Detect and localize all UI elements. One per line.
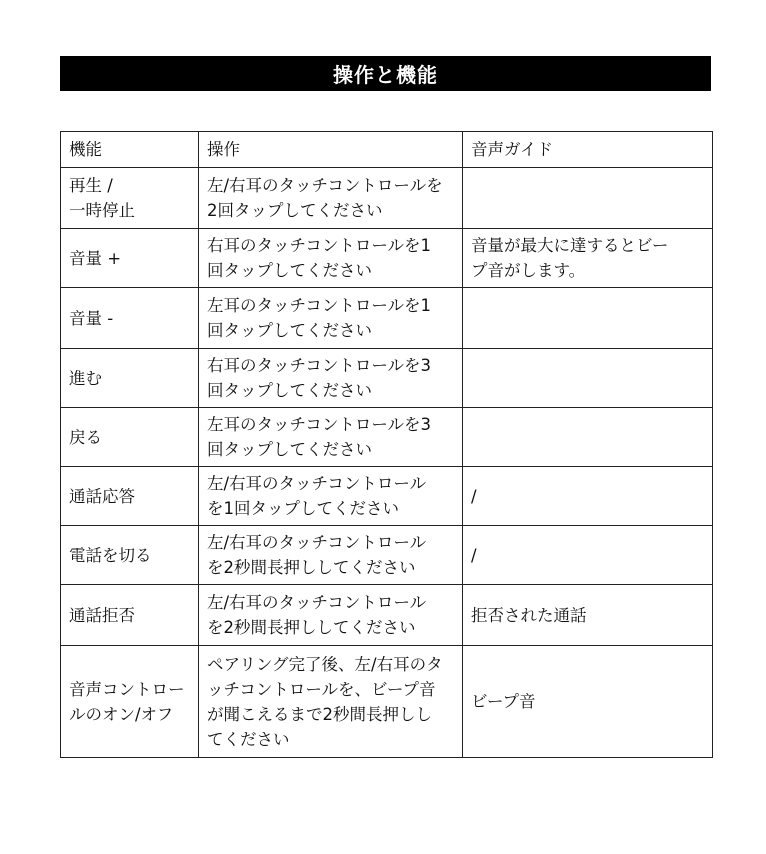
function-cell: 通話応答: [61, 467, 199, 526]
table-row: [61, 467, 713, 526]
voice-guide-cell: [463, 168, 713, 229]
header-function: 機能: [61, 132, 199, 168]
function-cell: 音量 -: [61, 288, 199, 349]
table-body: [61, 168, 713, 758]
operation-cell: ペアリング完了後、左/右耳のタ ッチコントロールを、ビープ音 が聞こえるまで2秒間長押しし てください: [199, 646, 463, 758]
operation-cell: 右耳のタッチコントロールを1 回タップしてください: [199, 229, 463, 288]
table-row: [61, 349, 713, 408]
function-cell: 進む: [61, 349, 199, 408]
operations-table: [60, 131, 713, 758]
function-cell: 戻る: [61, 408, 199, 467]
operation-cell: 右耳のタッチコントロールを3 回タップしてください: [199, 349, 463, 408]
voice-guide-cell: [463, 349, 713, 408]
voice-guide-cell: [463, 288, 713, 349]
table-row: [61, 646, 713, 758]
function-cell: 音声コントロー ルのオン/オフ: [61, 646, 199, 758]
page-title: 操作と機能: [60, 56, 711, 91]
function-cell: 電話を切る: [61, 526, 199, 585]
voice-guide-cell: /: [463, 526, 713, 585]
table-row: [61, 229, 713, 288]
operation-cell: 左/右耳のタッチコントロール を2秒間長押ししてください: [199, 585, 463, 646]
table-row: [61, 288, 713, 349]
header-operation: 操作: [199, 132, 463, 168]
function-cell: 再生 / 一時停止: [61, 168, 199, 229]
table-header: [61, 132, 713, 168]
function-cell: 音量 +: [61, 229, 199, 288]
table-header-row: [61, 132, 713, 168]
voice-guide-cell: 拒否された通話: [463, 585, 713, 646]
function-cell: 通話拒否: [61, 585, 199, 646]
operation-cell: 左耳のタッチコントロールを1 回タップしてください: [199, 288, 463, 349]
voice-guide-cell: /: [463, 467, 713, 526]
operation-cell: 左/右耳のタッチコントロール を1回タップしてください: [199, 467, 463, 526]
header-voice-guide: 音声ガイド: [463, 132, 713, 168]
table-row: [61, 408, 713, 467]
voice-guide-cell: [463, 408, 713, 467]
table-row: [61, 585, 713, 646]
voice-guide-cell: ビープ音: [463, 646, 713, 758]
operation-cell: 左耳のタッチコントロールを3 回タップしてください: [199, 408, 463, 467]
table-row: [61, 526, 713, 585]
voice-guide-cell: 音量が最大に達するとビー プ音がします。: [463, 229, 713, 288]
table-row: [61, 168, 713, 229]
operation-cell: 左/右耳のタッチコントロール を2秒間長押ししてください: [199, 526, 463, 585]
operation-cell: 左/右耳のタッチコントロールを 2回タップしてください: [199, 168, 463, 229]
